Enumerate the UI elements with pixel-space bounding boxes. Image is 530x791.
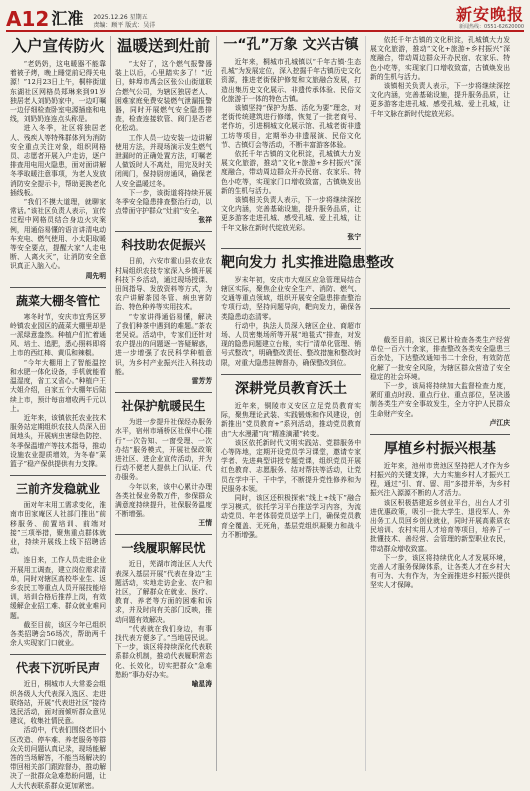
article-title: 入户宣传防火: [11, 37, 105, 55]
article-greenhouse: [10, 293, 106, 469]
article-paragraph: 近年来，池州市贵池区坚持把人才作为乡村振兴的关键支撑，大力实施乡村人才振兴工程，通过“引、育、留、用”多措并举，为乡村振兴注入源源不断的人才活力。: [370, 461, 510, 498]
article-paragraph: 下一步，该区将持续优化人才发展环境，完善人才服务保障体系，让各类人才在乡村大有可为、大有作为，为全面推进乡村振兴提供坚实人才保障。: [370, 553, 510, 590]
article-paragraph: 该区依托新时代文明实践站、党群服务中心等阵地，定期开设党员学习课堂，邀请专家学者、先进典型讲授专题党课，组织党员开展红色教育、志愿服务、结对帮扶等活动，让党员在学中干、干中学，不断提升党性修养和为民服务本领。: [221, 438, 361, 493]
divider: [10, 654, 106, 655]
headline-spacer: [370, 314, 510, 336]
article-title: 温暖送到灶前: [116, 37, 210, 55]
article-title: 厚植乡村振兴根基: [384, 440, 496, 457]
article-warmth-stove: [115, 36, 212, 225]
article-hazard-right: [370, 336, 510, 428]
issue-editor: 责编：顾平 版式：吴洋: [93, 22, 156, 29]
divider: [115, 534, 212, 535]
article-author: 雷芳芳: [191, 377, 212, 386]
article-paragraph: “老奶奶，这电暖器不能靠着被子烤，晚上睡觉前记得关电源！”12月23日上午，桐梓街道东湖社区网格员郑琳来到91岁独居老人刘奶奶家中，一边叮嘱一边仔细检查卧室电源插座和电线，刘奶奶连连点头称是。: [10, 60, 106, 124]
article-ancient-town: [221, 36, 361, 242]
article-paragraph: 今年以来，该中心累计办理各类社保业务数万件，参保群众满意度持续提升，社保服务温度不断增强。: [115, 482, 212, 519]
article-title: 科技助农促振兴: [121, 238, 206, 253]
article-author: 周先明: [85, 271, 106, 280]
article-title-hazard: 靶向发力 扎实推进隐患整改: [221, 254, 394, 271]
article-paragraph: 为进一步提升社保经办服务水平，宿州市埇桥区社保中心推行“一次告知、一窗受理、一次办结”服务模式，开展社保政策进社区、进企业宣传活动，并为行动不便老人提供上门认证、代办服务。: [115, 418, 212, 482]
article-paragraph: 活动中，代表们围绕老旧小区改造、停车难、养老服务等群众关切问题认真记录，现场能解答的当场解答，不能当场解决的带回相关部门跟踪督办，推动解决了一批群众急难愁盼问题，让人大代表联系群众更加紧密。: [10, 726, 106, 790]
article-paragraph: 该镇相关负责人表示，下一步将继续深挖文化内涵，完善基础设施，提升服务品质，让更多游客走进孔城、感受孔城、爱上孔城，让千年文脉在新时代绽放光彩。: [221, 196, 361, 232]
section-name: 汇准: [51, 9, 84, 28]
article-party-education: [221, 380, 361, 540]
masthead: [6, 4, 524, 32]
article-hazard-left: [221, 276, 361, 368]
divider: [115, 392, 212, 393]
divider: [10, 475, 106, 476]
article-title: 代表下沉听民声: [15, 661, 100, 676]
columns: [6, 36, 524, 790]
issue-date: 2025.12.26 星期五: [93, 14, 148, 21]
article-paragraph: “我们不摸大道理，就聊家常话。”该社区负责人表示，宣传过程中网格员结合身边火灾案例，用通俗易懂的语言讲清电动车充电、燃气使用、小太阳取暖等安全要点，提醒大家“人走电断、人离火灭”，让消防安全意识真正入脑入心。: [10, 198, 106, 271]
article-paragraph: 下一步，该街道将持续开展冬季安全隐患排查整治行动，以点带面守护群众“灶前”安全。: [115, 188, 212, 216]
article-paragraph: “太好了，这个燃气报警器装上以后，心里踏实多了！”近日，蚌埠市禹会区张公山街道联合燃气公司，为辖区独居老人、困难家庭免费安装燃气泄漏报警器，同时开展燃气安全隐患排查，检查连接软管、阀门是否老化松动。: [115, 60, 212, 133]
article-title: 蔬菜大棚冬管忙: [15, 293, 100, 308]
column-4: [365, 36, 514, 771]
article-paragraph: “代表就在我们身边，有事找代表方便多了。”当地居民说。下一步，该区将持续深化代表联系群众机制，推动代表履职常态化、长效化，切实把群众“急难愁盼”事办好办实。: [115, 624, 212, 679]
article-paragraph: 截至目前，该区今年已组织各类招聘会56场次，帮助两千余人实现家门口就业。: [10, 620, 106, 648]
article-paragraph: 同时，该区还积极探索“线上+线下”融合学习模式，依托学习平台推送学习内容，为流动党员、年老体弱党员送学上门，确保党员教育全覆盖、无死角，基层党组织凝聚力和战斗力不断增强。: [221, 493, 361, 539]
article-employment: [10, 481, 106, 648]
page-number: A12: [6, 7, 50, 31]
article-paragraph: 进入冬季，社区将独居老人、残疾人等特殊群体列为消防安全重点关注对象，组织网格员、志愿者开展入户走访，逐户排查用电用火隐患，面对面讲解冬季取暖注意事项，为老人发放消防安全提示卡，帮助更换老化插线板。: [10, 124, 106, 197]
article-title: 一线履职解民忧: [121, 541, 206, 556]
article-paragraph: 面对年末用工需求变化，淮南市田家庵区人社部门推出“前移服务、前置培训、前端对接”三项举措，聚焦重点群体就业，持续开展线上线下招聘活动。: [10, 501, 106, 556]
article-paragraph: 近日，桐城市人大常委会组织各级人大代表深入选区、走进联络站，开展“代表进社区”接待选民活动，面对面倾听群众意见建议，收集社情民意。: [10, 680, 106, 726]
article-paragraph: “专家讲得通俗易懂，解决了我们种茶中遇到的难题。”茶农老吴说。活动中，专家们还针对农户提出的问题逐一答疑解惑，进一步增强了农民科学种植意识，为乡村产业振兴注入科技动能。: [115, 312, 212, 376]
article-paragraph: 行动中，执法人员深入辖区企业、商超市场、人员密集场所等开展“地毯式”排查，对发现的隐患问题建立台账，实行“清单化管理、销号式整改”，明确整改责任、整改措施和整改时限，对重大隐患挂牌督办，确保整改到位。: [221, 321, 361, 367]
divider: [370, 434, 510, 435]
article-rural-revival: [370, 440, 510, 591]
article-title: 社保护航暖民生: [121, 399, 206, 414]
article-paragraph: 该镇坚持“保护为基、活化为要”理念，对老街传统建筑进行修缮，恢复了一批老商号、老作坊，引进桐城文化展示馆、孔城老街非遗工坊等项目，定期举办非遗展演、民俗文化节、古镇灯会等活动，不断丰富游客体验。: [221, 104, 361, 149]
divider: [221, 374, 361, 375]
article-paragraph: 日前，六安市霍山县农业农村局组织农技专家深入乡镇开展科技下乡活动，通过现场授课、田间指导、发放资料等方式，为农户讲解茶园冬管、病虫害防治、特色种养等实用技术。: [115, 257, 212, 312]
article-paragraph: 截至目前，该区已累计检查各类生产经营单位一百六十余家，排查整改各类安全隐患三百余处，下达整改通知书二十余份，有效防范化解了一批安全风险，为辖区群众营造了安全稳定的社会环境。: [370, 336, 510, 381]
ancient-town-continued: [370, 36, 510, 304]
article-paragraph: 该镇相关负责人表示，下一步将继续深挖文化内涵，完善基础设施，提升服务品质，让更多游客走进孔城、感受孔城、爱上孔城，让千年文脉在新时代绽放光彩。: [370, 82, 510, 118]
article-fire-safety: [10, 36, 106, 281]
article-author: 喻星涛: [191, 679, 212, 688]
divider: [370, 308, 510, 309]
article-paragraph: 近日，芜湖市湾沚区人大代表深入基层开展“代表在身边”主题活动，实地走访企业、农户和社区，了解群众在就业、医疗、教育、养老等方面的困难和诉求，并及时向有关部门反映，推动问题有效解决。: [115, 560, 212, 624]
article-author: 卢江庆: [489, 418, 510, 427]
divider: [10, 287, 106, 288]
article-frontline-duty: [115, 540, 212, 689]
article-paragraph: “今年大棚用上了智能温控和水肥一体化设备，手机就能看温湿度，省工又省心。”种植户王大姐介绍，自家五个大棚年后陆续上市，预计每亩增收两千元以上。: [10, 358, 106, 413]
brand-logo: 新安晚报: [455, 5, 524, 24]
article-paragraph: 寒冬时节，安庆市宜秀区罗岭镇农业园区的蔬菜大棚里却是一派绿意盎然。种植户们忙着通风、培土、追肥，悉心照料即将上市的西红柿、黄瓜和辣椒。: [10, 312, 106, 358]
article-paragraph: 依托千年古镇的文化积淀，孔城镇大力发展文化旅游，推动“文化+旅游+乡村振兴”深度融合，带动周边群众开办民宿、农家乐、特色小吃等，实现家门口增收致富，古镇焕发出新的生机与活力。: [221, 150, 361, 195]
column-1: [6, 36, 111, 790]
article-paragraph: 近年来，铜陵市义安区立足党员教育实际，聚焦理论武装、实践锻炼和作风建设，创新推出“党员教育+”系列活动，推动党员教育由“大水漫灌”向“精准滴灌”转变。: [221, 401, 361, 438]
article-title: 一“孔”万象 文兴古镇: [223, 37, 359, 53]
issue-meta: [93, 14, 155, 30]
article-paragraph: 岁末年初，安庆市大观区应急管理局结合辖区实际，聚焦企业安全生产、消防、燃气、交通等重点领域，组织开展安全隐患排查整治专项行动，坚持问题导向，靶向发力，确保各类隐患动态清零。: [221, 275, 361, 321]
article-tech-agri: [115, 237, 212, 386]
article-social-security: [115, 398, 212, 528]
article-author: 王情: [198, 519, 212, 528]
article-paragraph: 连日来，工作人员走进企业开展用工调查，建立岗位需求清单，同时对辖区高校毕业生、返乡农民工等重点人员开展技能培训，培训合格后推荐上岗，有效缓解企业招工难、群众就业难问题。: [10, 556, 106, 620]
brand-hotline: 新闻热线：0551-62620000: [459, 24, 524, 30]
article-deputies-listen: [10, 660, 106, 790]
article-paragraph: 该区积极搭建返乡创业平台，出台人才引进优惠政策，吸引一批大学生、退役军人、外出务工人员回乡创业就业，同时开展高素质农民培训、农村实用人才培育等项目，培养了一批懂技术、善经营、会管理的新型职业农民，带动群众增收致富。: [370, 498, 510, 553]
divider: [115, 231, 212, 232]
brand-block: [456, 6, 524, 30]
column-2: [111, 36, 216, 771]
article-paragraph: 下一步，该局将持续加大监督检查力度，紧盯重点时段、重点行业、重点部位，坚决遏制各类生产安全事故发生，全力守护人民群众生命财产安全。: [370, 382, 510, 418]
divider: [221, 248, 361, 249]
article-author: 张宁: [347, 232, 361, 241]
column-3: [216, 36, 394, 771]
article-title: 三前齐发稳就业: [15, 482, 100, 497]
article-title: 深耕党员教育沃土: [235, 380, 347, 397]
article-author: 张祥: [198, 216, 212, 225]
article-paragraph: 工作人员一边安装一边讲解使用方法，并现场演示发生燃气泄漏时的正确处置方法，叮嘱老人做饭时人不离灶，用完及时关闭阀门，保持厨房通风，确保老人安全温暖过冬。: [115, 133, 212, 188]
article-paragraph: 近年来，桐城市孔城镇以“千年古镇·生态孔城”为发展定位，深入挖掘千年古镇历史文化资源，推进老街保护修复和文旅融合发展，打造出集历史文化展示、非遗传承体验、民俗文化旅游于一体的特色古镇。: [221, 58, 361, 103]
article-paragraph: 依托千年古镇的文化积淀，孔城镇大力发展文化旅游，推动“文化+旅游+乡村振兴”深度融合，带动周边群众开办民宿、农家乐、特色小吃等，实现家门口增收致富，古镇焕发出新的生机与活力。: [370, 36, 510, 81]
article-paragraph: 近年来，该镇依托农业技术服务站定期组织农技人员深入田间地头，开展病虫害绿色防控、冬季保温增产等技术指导，推动设施农业提质增效，为冬春“菜篮子”稳产保供提供有力支撑。: [10, 413, 106, 468]
